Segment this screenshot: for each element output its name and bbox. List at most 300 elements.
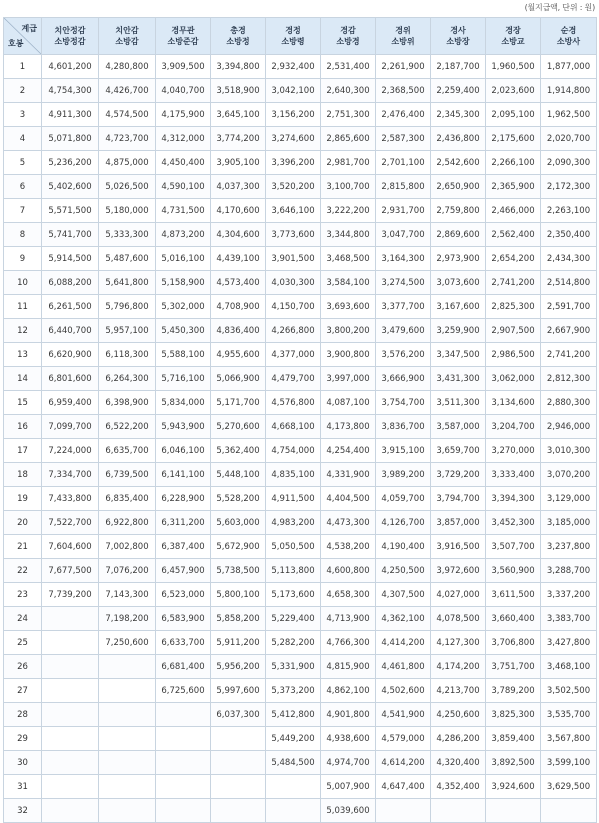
salary-cell: 4,037,300 xyxy=(211,175,266,199)
salary-cell: 5,402,600 xyxy=(42,175,99,199)
salary-cell: 5,302,000 xyxy=(156,295,211,319)
step-cell: 13 xyxy=(4,343,42,367)
salary-cell: 3,502,500 xyxy=(541,679,597,703)
table-row xyxy=(4,223,597,247)
salary-cell: 5,229,400 xyxy=(266,607,321,631)
salary-cell: 5,362,400 xyxy=(211,439,266,463)
salary-cell: 6,620,900 xyxy=(42,343,99,367)
salary-cell: 4,938,600 xyxy=(321,727,376,751)
salary-cell: 2,266,100 xyxy=(486,151,541,175)
salary-cell: 5,007,900 xyxy=(321,775,376,799)
salary-cell: 6,633,700 xyxy=(156,631,211,655)
table-row xyxy=(4,727,597,751)
salary-cell: 3,042,100 xyxy=(266,79,321,103)
salary-cell xyxy=(42,607,99,631)
salary-cell: 4,331,900 xyxy=(321,463,376,487)
salary-cell: 6,681,400 xyxy=(156,655,211,679)
salary-cell: 4,836,400 xyxy=(211,319,266,343)
salary-cell: 6,387,400 xyxy=(156,535,211,559)
salary-cell: 3,916,500 xyxy=(431,535,486,559)
salary-cell: 4,658,300 xyxy=(321,583,376,607)
salary-cell: 7,250,600 xyxy=(99,631,156,655)
salary-cell: 6,046,100 xyxy=(156,439,211,463)
salary-cell: 2,562,400 xyxy=(486,223,541,247)
salary-cell: 3,347,500 xyxy=(431,343,486,367)
salary-cell xyxy=(156,727,211,751)
col-header: 경사 소방장 xyxy=(431,18,486,55)
salary-cell: 3,567,800 xyxy=(541,727,597,751)
step-cell: 21 xyxy=(4,535,42,559)
salary-cell: 5,448,100 xyxy=(211,463,266,487)
salary-cell: 3,452,300 xyxy=(486,511,541,535)
step-cell: 2 xyxy=(4,79,42,103)
table-row xyxy=(4,295,597,319)
salary-cell: 3,259,900 xyxy=(431,319,486,343)
step-cell: 6 xyxy=(4,175,42,199)
salary-cell: 2,187,700 xyxy=(431,55,486,79)
salary-cell: 4,174,200 xyxy=(431,655,486,679)
salary-cell: 5,588,100 xyxy=(156,343,211,367)
salary-cell: 6,739,500 xyxy=(99,463,156,487)
salary-cell: 5,171,700 xyxy=(211,391,266,415)
salary-cell: 5,943,900 xyxy=(156,415,211,439)
col-header: 총경 소방정 xyxy=(211,18,266,55)
step-cell: 14 xyxy=(4,367,42,391)
step-cell: 5 xyxy=(4,151,42,175)
salary-cell: 2,023,600 xyxy=(486,79,541,103)
salary-cell: 6,801,600 xyxy=(42,367,99,391)
step-cell: 25 xyxy=(4,631,42,655)
salary-cell: 3,010,300 xyxy=(541,439,597,463)
salary-cell: 5,738,500 xyxy=(211,559,266,583)
salary-cell: 3,383,700 xyxy=(541,607,597,631)
table-row xyxy=(4,487,597,511)
salary-cell: 2,368,500 xyxy=(376,79,431,103)
salary-cell: 4,450,400 xyxy=(156,151,211,175)
table-row xyxy=(4,511,597,535)
salary-cell: 4,901,800 xyxy=(321,703,376,727)
salary-cell: 3,518,900 xyxy=(211,79,266,103)
salary-cell xyxy=(99,775,156,799)
table-row xyxy=(4,631,597,655)
salary-cell: 2,741,200 xyxy=(486,271,541,295)
salary-cell: 1,877,000 xyxy=(541,55,597,79)
salary-cell: 3,599,100 xyxy=(541,751,597,775)
table-row xyxy=(4,703,597,727)
salary-cell: 3,587,000 xyxy=(431,415,486,439)
salary-cell: 7,739,200 xyxy=(42,583,99,607)
salary-cell xyxy=(42,799,99,823)
salary-cell xyxy=(376,799,431,823)
salary-cell: 4,173,800 xyxy=(321,415,376,439)
table-row xyxy=(4,175,597,199)
col-header: 경감 소방경 xyxy=(321,18,376,55)
salary-cell: 3,468,100 xyxy=(541,655,597,679)
corner-rank-label: 계급 xyxy=(21,24,37,33)
corner-step-label: 호봉 xyxy=(8,39,24,48)
salary-cell: 3,859,400 xyxy=(486,727,541,751)
salary-cell: 4,040,700 xyxy=(156,79,211,103)
salary-cell: 3,800,200 xyxy=(321,319,376,343)
salary-table xyxy=(3,17,597,823)
salary-cell: 4,250,500 xyxy=(376,559,431,583)
col-header: 경무관 소방준감 xyxy=(156,18,211,55)
salary-cell: 2,869,600 xyxy=(431,223,486,247)
salary-cell: 3,754,700 xyxy=(376,391,431,415)
salary-cell: 3,333,400 xyxy=(486,463,541,487)
salary-cell xyxy=(42,775,99,799)
salary-cell xyxy=(42,727,99,751)
salary-cell: 6,457,900 xyxy=(156,559,211,583)
salary-cell: 3,774,200 xyxy=(211,127,266,151)
salary-cell: 4,541,900 xyxy=(376,703,431,727)
salary-cell: 5,956,200 xyxy=(211,655,266,679)
salary-cell: 3,560,900 xyxy=(486,559,541,583)
salary-cell xyxy=(99,799,156,823)
salary-cell: 5,484,500 xyxy=(266,751,321,775)
salary-cell: 3,693,600 xyxy=(321,295,376,319)
col-header: 경장 소방교 xyxy=(486,18,541,55)
table-row xyxy=(4,559,597,583)
salary-cell xyxy=(156,799,211,823)
salary-cell: 4,576,800 xyxy=(266,391,321,415)
table-row xyxy=(4,463,597,487)
salary-cell: 4,600,800 xyxy=(321,559,376,583)
salary-cell: 2,095,100 xyxy=(486,103,541,127)
col-header: 경위 소방위 xyxy=(376,18,431,55)
salary-cell: 4,731,500 xyxy=(156,199,211,223)
salary-cell: 6,583,900 xyxy=(156,607,211,631)
salary-cell: 2,946,000 xyxy=(541,415,597,439)
step-cell: 16 xyxy=(4,415,42,439)
salary-cell: 4,126,700 xyxy=(376,511,431,535)
salary-cell: 3,222,200 xyxy=(321,199,376,223)
salary-cell: 4,250,600 xyxy=(431,703,486,727)
salary-cell: 3,915,100 xyxy=(376,439,431,463)
salary-cell: 3,288,700 xyxy=(541,559,597,583)
salary-cell: 1,962,500 xyxy=(541,103,597,127)
step-cell: 7 xyxy=(4,199,42,223)
salary-cell: 3,901,500 xyxy=(266,247,321,271)
salary-cell: 2,973,900 xyxy=(431,247,486,271)
salary-cell: 7,002,800 xyxy=(99,535,156,559)
table-row xyxy=(4,319,597,343)
salary-cell: 6,398,900 xyxy=(99,391,156,415)
salary-cell xyxy=(42,655,99,679)
salary-cell xyxy=(99,655,156,679)
step-cell: 19 xyxy=(4,487,42,511)
salary-cell: 2,350,400 xyxy=(541,223,597,247)
salary-cell: 4,404,500 xyxy=(321,487,376,511)
step-cell: 24 xyxy=(4,607,42,631)
table-row xyxy=(4,751,597,775)
table-row xyxy=(4,271,597,295)
table-row xyxy=(4,127,597,151)
salary-cell: 2,263,100 xyxy=(541,199,597,223)
salary-cell: 3,997,000 xyxy=(321,367,376,391)
salary-cell: 4,280,800 xyxy=(99,55,156,79)
salary-cell xyxy=(156,751,211,775)
salary-cell: 7,076,200 xyxy=(99,559,156,583)
salary-cell xyxy=(99,679,156,703)
table-row xyxy=(4,79,597,103)
step-cell: 9 xyxy=(4,247,42,271)
salary-cell: 4,713,900 xyxy=(321,607,376,631)
salary-cell: 6,725,600 xyxy=(156,679,211,703)
salary-cell xyxy=(211,799,266,823)
salary-cell: 6,141,100 xyxy=(156,463,211,487)
table-row xyxy=(4,439,597,463)
salary-cell: 3,972,600 xyxy=(431,559,486,583)
salary-cell xyxy=(42,703,99,727)
salary-cell: 3,789,200 xyxy=(486,679,541,703)
header-row xyxy=(4,18,597,55)
salary-cell: 3,535,700 xyxy=(541,703,597,727)
salary-cell: 3,892,500 xyxy=(486,751,541,775)
salary-cell: 5,487,600 xyxy=(99,247,156,271)
salary-cell: 2,759,800 xyxy=(431,199,486,223)
salary-cell: 5,016,100 xyxy=(156,247,211,271)
step-cell: 30 xyxy=(4,751,42,775)
salary-cell: 5,957,100 xyxy=(99,319,156,343)
salary-cell: 2,865,600 xyxy=(321,127,376,151)
salary-cell: 6,522,200 xyxy=(99,415,156,439)
salary-cell: 6,118,300 xyxy=(99,343,156,367)
salary-cell: 5,050,500 xyxy=(266,535,321,559)
salary-cell: 2,812,300 xyxy=(541,367,597,391)
salary-cell: 4,059,700 xyxy=(376,487,431,511)
salary-cell: 3,237,800 xyxy=(541,535,597,559)
salary-cell: 4,213,700 xyxy=(431,679,486,703)
step-cell: 22 xyxy=(4,559,42,583)
salary-cell xyxy=(211,751,266,775)
salary-cell: 7,224,000 xyxy=(42,439,99,463)
salary-cell: 1,960,500 xyxy=(486,55,541,79)
salary-cell: 4,862,100 xyxy=(321,679,376,703)
salary-cell: 3,909,500 xyxy=(156,55,211,79)
salary-cell: 3,645,100 xyxy=(211,103,266,127)
col-header: 경정 소방령 xyxy=(266,18,321,55)
salary-cell: 4,574,500 xyxy=(99,103,156,127)
salary-cell: 3,857,000 xyxy=(431,511,486,535)
salary-cell: 4,087,100 xyxy=(321,391,376,415)
salary-cell: 7,099,700 xyxy=(42,415,99,439)
salary-cell: 3,989,200 xyxy=(376,463,431,487)
salary-cell: 2,701,100 xyxy=(376,151,431,175)
salary-cell: 2,259,400 xyxy=(431,79,486,103)
salary-cell: 3,274,500 xyxy=(376,271,431,295)
salary-cell: 3,924,600 xyxy=(486,775,541,799)
table-row xyxy=(4,55,597,79)
salary-cell: 4,175,900 xyxy=(156,103,211,127)
salary-cell: 2,825,300 xyxy=(486,295,541,319)
salary-cell: 4,170,600 xyxy=(211,199,266,223)
salary-cell: 3,167,600 xyxy=(431,295,486,319)
salary-cell: 2,815,800 xyxy=(376,175,431,199)
salary-cell: 4,127,300 xyxy=(431,631,486,655)
salary-cell: 6,311,200 xyxy=(156,511,211,535)
salary-cell xyxy=(156,703,211,727)
salary-cell: 5,158,900 xyxy=(156,271,211,295)
salary-cell: 4,027,000 xyxy=(431,583,486,607)
salary-cell: 5,331,900 xyxy=(266,655,321,679)
salary-cell: 4,030,300 xyxy=(266,271,321,295)
salary-cell: 4,307,500 xyxy=(376,583,431,607)
salary-cell: 6,635,700 xyxy=(99,439,156,463)
salary-cell: 6,088,200 xyxy=(42,271,99,295)
salary-cell xyxy=(266,799,321,823)
salary-cell: 5,026,500 xyxy=(99,175,156,199)
salary-cell: 3,666,900 xyxy=(376,367,431,391)
table-row xyxy=(4,607,597,631)
table-row xyxy=(4,535,597,559)
table-row xyxy=(4,391,597,415)
step-cell: 15 xyxy=(4,391,42,415)
salary-cell: 3,274,600 xyxy=(266,127,321,151)
step-cell: 31 xyxy=(4,775,42,799)
salary-cell: 4,150,700 xyxy=(266,295,321,319)
salary-cell: 4,473,300 xyxy=(321,511,376,535)
salary-cell: 4,078,500 xyxy=(431,607,486,631)
salary-cell: 3,047,700 xyxy=(376,223,431,247)
table-row xyxy=(4,775,597,799)
table-row xyxy=(4,415,597,439)
salary-cell: 5,571,500 xyxy=(42,199,99,223)
salary-cell: 1,914,800 xyxy=(541,79,597,103)
salary-cell: 6,440,700 xyxy=(42,319,99,343)
salary-cell: 5,997,600 xyxy=(211,679,266,703)
salary-cell: 6,922,800 xyxy=(99,511,156,535)
salary-cell: 3,164,300 xyxy=(376,247,431,271)
salary-cell: 3,825,300 xyxy=(486,703,541,727)
salary-cell: 3,659,700 xyxy=(431,439,486,463)
salary-cell: 3,751,700 xyxy=(486,655,541,679)
salary-cell: 3,520,200 xyxy=(266,175,321,199)
salary-cell: 7,604,600 xyxy=(42,535,99,559)
salary-cell: 5,071,800 xyxy=(42,127,99,151)
step-cell: 10 xyxy=(4,271,42,295)
step-cell: 18 xyxy=(4,463,42,487)
salary-cell: 5,412,800 xyxy=(266,703,321,727)
salary-cell: 3,576,200 xyxy=(376,343,431,367)
salary-cell: 7,143,300 xyxy=(99,583,156,607)
salary-cell: 6,523,000 xyxy=(156,583,211,607)
salary-cell: 5,528,200 xyxy=(211,487,266,511)
salary-cell: 5,039,600 xyxy=(321,799,376,823)
salary-cell: 2,436,800 xyxy=(431,127,486,151)
salary-cell: 4,614,200 xyxy=(376,751,431,775)
salary-cell: 7,433,800 xyxy=(42,487,99,511)
salary-cell: 4,723,700 xyxy=(99,127,156,151)
salary-cell: 4,983,200 xyxy=(266,511,321,535)
salary-cell: 4,766,300 xyxy=(321,631,376,655)
salary-cell: 4,579,000 xyxy=(376,727,431,751)
table-row xyxy=(4,103,597,127)
salary-cell: 2,434,300 xyxy=(541,247,597,271)
salary-cell: 5,373,200 xyxy=(266,679,321,703)
salary-cell: 2,365,900 xyxy=(486,175,541,199)
step-cell: 20 xyxy=(4,511,42,535)
salary-cell: 4,426,700 xyxy=(99,79,156,103)
salary-cell: 4,873,200 xyxy=(156,223,211,247)
salary-cell xyxy=(211,727,266,751)
step-cell: 26 xyxy=(4,655,42,679)
salary-cell: 4,668,100 xyxy=(266,415,321,439)
salary-cell: 2,531,400 xyxy=(321,55,376,79)
salary-cell xyxy=(99,703,156,727)
salary-cell: 5,066,900 xyxy=(211,367,266,391)
salary-cell: 3,836,700 xyxy=(376,415,431,439)
salary-cell: 4,312,000 xyxy=(156,127,211,151)
table-row xyxy=(4,151,597,175)
salary-cell: 3,660,400 xyxy=(486,607,541,631)
salary-cell: 2,591,700 xyxy=(541,295,597,319)
step-cell: 23 xyxy=(4,583,42,607)
salary-cell: 5,333,300 xyxy=(99,223,156,247)
salary-cell: 3,427,800 xyxy=(541,631,597,655)
salary-cell: 5,450,300 xyxy=(156,319,211,343)
salary-cell: 2,172,300 xyxy=(541,175,597,199)
salary-cell xyxy=(42,631,99,655)
salary-cell: 4,974,700 xyxy=(321,751,376,775)
salary-cell: 2,175,600 xyxy=(486,127,541,151)
salary-cell: 2,932,400 xyxy=(266,55,321,79)
salary-cell: 5,180,000 xyxy=(99,199,156,223)
salary-cell: 4,479,700 xyxy=(266,367,321,391)
table-row xyxy=(4,679,597,703)
col-header: 순경 소방사 xyxy=(541,18,597,55)
salary-cell: 3,431,300 xyxy=(431,367,486,391)
salary-cell: 4,754,000 xyxy=(266,439,321,463)
step-cell: 29 xyxy=(4,727,42,751)
table-row xyxy=(4,367,597,391)
salary-cell: 5,113,800 xyxy=(266,559,321,583)
salary-cell: 4,439,100 xyxy=(211,247,266,271)
salary-cell: 3,794,700 xyxy=(431,487,486,511)
salary-cell: 5,858,200 xyxy=(211,607,266,631)
salary-cell: 5,270,600 xyxy=(211,415,266,439)
salary-cell xyxy=(156,775,211,799)
salary-cell: 5,911,200 xyxy=(211,631,266,655)
salary-cell: 3,394,300 xyxy=(486,487,541,511)
table-row xyxy=(4,583,597,607)
salary-cell xyxy=(541,799,597,823)
salary-cell: 2,654,200 xyxy=(486,247,541,271)
salary-cell: 2,587,300 xyxy=(376,127,431,151)
salary-cell xyxy=(99,727,156,751)
salary-cell: 2,514,800 xyxy=(541,271,597,295)
step-cell: 12 xyxy=(4,319,42,343)
salary-cell: 3,396,200 xyxy=(266,151,321,175)
salary-cell: 3,204,700 xyxy=(486,415,541,439)
salary-cell: 3,611,500 xyxy=(486,583,541,607)
salary-cell: 6,264,300 xyxy=(99,367,156,391)
salary-cell: 3,344,800 xyxy=(321,223,376,247)
salary-cell: 4,911,300 xyxy=(42,103,99,127)
salary-cell xyxy=(211,775,266,799)
salary-cell: 2,345,300 xyxy=(431,103,486,127)
table-row xyxy=(4,343,597,367)
salary-cell: 3,377,700 xyxy=(376,295,431,319)
salary-cell: 3,156,200 xyxy=(266,103,321,127)
salary-cell: 4,875,000 xyxy=(99,151,156,175)
salary-cell: 4,304,600 xyxy=(211,223,266,247)
salary-cell: 2,667,900 xyxy=(541,319,597,343)
salary-cell xyxy=(99,751,156,775)
salary-cell: 3,584,100 xyxy=(321,271,376,295)
salary-cell: 6,261,500 xyxy=(42,295,99,319)
table-body xyxy=(4,55,597,823)
